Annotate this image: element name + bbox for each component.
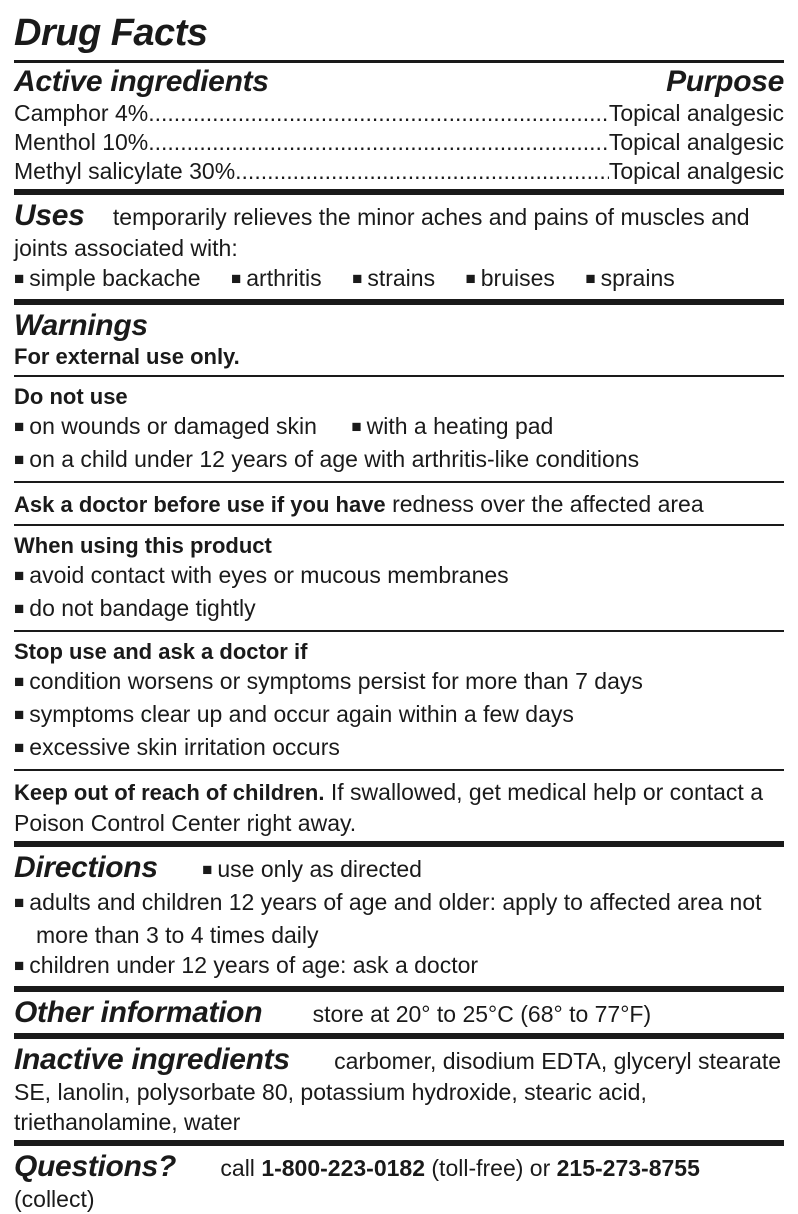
divider [14, 986, 784, 992]
ingredient-row [14, 128, 784, 157]
divider [14, 481, 784, 483]
uses-text: temporarily relieves the minor aches and pains of muscles and joints associated with: [14, 204, 750, 261]
active-ingredients-list [14, 99, 784, 186]
directions-item-wrap [14, 887, 784, 950]
leader-dots [235, 157, 609, 186]
when-using-item: ■ avoid contact with eyes or mucous membranes [14, 560, 784, 593]
uses-bullet: ■ sprains [585, 265, 674, 291]
do-not-use-item: ■ on wounds or damaged skin [14, 413, 317, 439]
directions-heading: Directions [14, 851, 158, 884]
divider [14, 1033, 784, 1039]
uses-bullet: ■ arthritis [231, 265, 322, 291]
do-not-use-line [14, 411, 784, 444]
active-ingredients-heading: Active ingredients [14, 65, 269, 98]
ingredient-purpose: Topical analgesic [608, 100, 784, 126]
drug-facts-panel [14, 0, 784, 1214]
toll-free-phone: 1-800-223-0182 [261, 1155, 425, 1181]
ingredient-row [14, 157, 784, 186]
divider [14, 299, 784, 305]
other-info-text: store at 20° to 25°C (68° to 77°F) [312, 1001, 652, 1027]
divider [14, 524, 784, 526]
do-not-use-item: ■ on a child under 12 years of age with arthritis-like conditions [14, 444, 784, 477]
divider [14, 769, 784, 771]
inactive-text: carbomer, disodium EDTA, glyceryl stearate SE, lanolin, polysorbate 80, potassium hydroxide, stearic acid, triethanolamine, water [14, 1048, 782, 1135]
uses-bullet: ■ simple backache [14, 265, 201, 291]
directions-item: ■ use only as directed [202, 856, 422, 882]
uses-bullet: ■ bruises [465, 265, 554, 291]
inactive-heading: Inactive ingredients [14, 1043, 290, 1076]
stop-use-item: ■ excessive skin irritation occurs [14, 732, 784, 765]
stop-use-item: ■ symptoms clear up and occur again within a few days [14, 699, 784, 732]
ingredient-row [14, 99, 784, 128]
uses-bullet: ■ strains [352, 265, 435, 291]
divider [14, 60, 784, 63]
uses-section [14, 199, 784, 263]
warnings-heading: Warnings [14, 309, 148, 342]
inactive-section [14, 1043, 784, 1137]
when-using-heading: When using this product [14, 533, 272, 558]
keep-out-text: If swallowed, get medical help or contact a Poison Control Center right away. [14, 779, 763, 836]
stop-use-item: ■ condition worsens or symptoms persist for more than 7 days [14, 666, 784, 699]
questions-call: call [220, 1155, 255, 1181]
directions-item: ■ children under 12 years of age: ask a doctor [14, 950, 784, 983]
ask-doctor-line [14, 489, 784, 520]
purpose-heading: Purpose [666, 65, 784, 98]
leader-dots [148, 99, 609, 128]
page-title: Drug Facts [14, 12, 208, 54]
directions-section [14, 851, 784, 887]
ingredient-purpose: Topical analgesic [608, 158, 784, 184]
ask-doctor-text: redness over the affected area [392, 491, 704, 517]
external-use-text: For external use only. [14, 344, 240, 369]
directions-item: ■ adults and children 12 years of age and older: apply to affected area not more than 3 to 4 times daily [14, 889, 762, 948]
stop-use-heading: Stop use and ask a doctor if [14, 639, 308, 664]
uses-bullets [14, 263, 784, 296]
ingredient-name: Methyl salicylate 30% [14, 158, 236, 184]
divider [14, 630, 784, 632]
keep-out-line [14, 777, 784, 838]
other-info-section [14, 996, 784, 1030]
divider [14, 841, 784, 847]
divider [14, 189, 784, 195]
active-ingredients-header-row [14, 65, 784, 99]
ingredient-name: Camphor 4% [14, 100, 149, 126]
uses-heading: Uses [14, 199, 85, 232]
ingredient-name: Menthol 10% [14, 129, 149, 155]
divider [14, 1140, 784, 1146]
collect-phone: 215-273-8755 [556, 1155, 700, 1181]
keep-out-bold: Keep out of reach of children. [14, 780, 325, 805]
questions-heading: Questions? [14, 1150, 177, 1183]
divider [14, 375, 784, 377]
questions-section [14, 1150, 784, 1214]
toll-free-label: (toll-free) or [431, 1155, 551, 1181]
leader-dots [148, 128, 609, 157]
do-not-use-item: ■ with a heating pad [351, 413, 553, 439]
ask-doctor-bold: Ask a doctor before use if you have [14, 492, 386, 517]
when-using-item: ■ do not bandage tightly [14, 593, 784, 626]
ingredient-purpose: Topical analgesic [608, 129, 784, 155]
other-info-heading: Other information [14, 996, 263, 1029]
do-not-use-heading: Do not use [14, 384, 128, 409]
collect-label: (collect) [14, 1186, 95, 1212]
